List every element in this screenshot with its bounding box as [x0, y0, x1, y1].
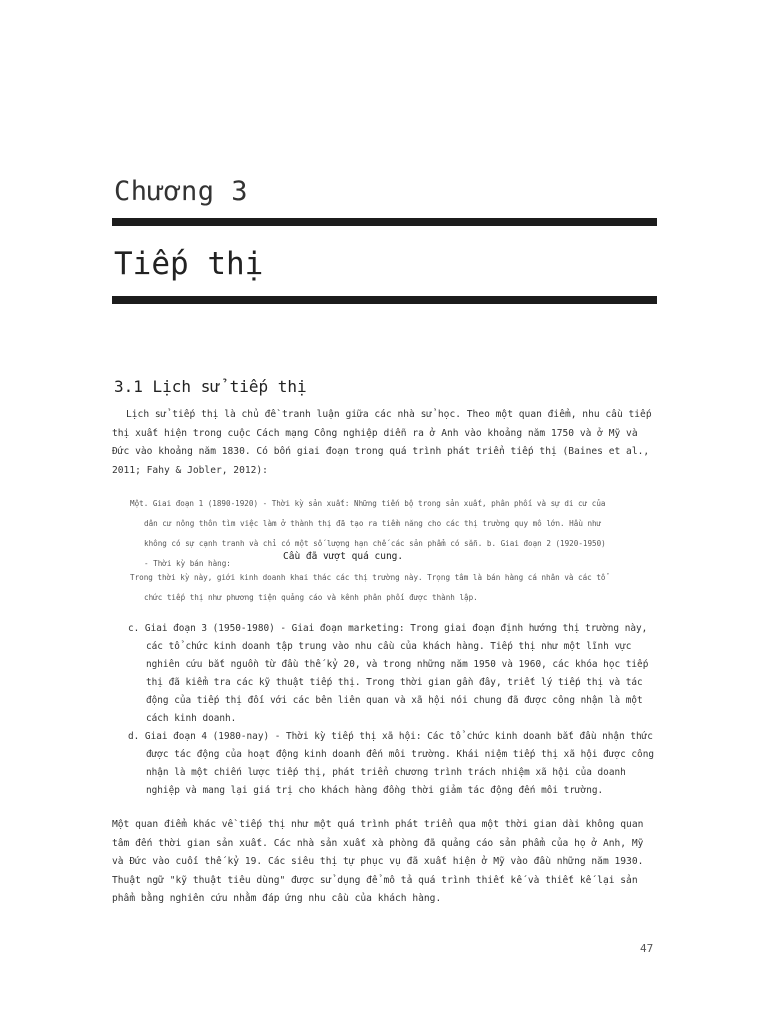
- stage-line: chức tiếp thị như phương tiện quảng cáo và kênh phân phối được thành lập.: [144, 593, 478, 602]
- stage-line: dân cư nông thôn tìm việc làm ở thành thị đã tạo ra tiềm năng cho các thị trường quy mô lớn. Hầu như: [144, 519, 602, 528]
- chapter-rule-top: [112, 218, 657, 226]
- list-item-text: c. Giai đoạn 3 (1950-1980) - Giai đoạn marketing: Trong giai đoạn định hướng thị trường này, các tổ chức kinh doanh tập trung vào nhu cầu của khách hàng. Tiếp thị như một lĩnh vực nghiên cứu bắt nguồn từ đầu thế kỷ 20, và trong những năm 1950 và 1960, các khóa học tiếp thị đã kiểm tra các kỹ thuật tiếp thị. Trong thời gian gần đây, triết lý tiếp thị và tác động của tiếp thị đối với các bên liên quan và xã hội nói chung đã được công nhận là một cách kinh doanh.: [128, 623, 649, 724]
- list-item-text: d. Giai đoạn 4 (1980-nay) - Thời kỳ tiếp thị xã hội: Các tổ chức kinh doanh bắt đầu nhận thức được tác động của hoạt động kinh doanh đến môi trường. Khái niệm tiếp thị xã hội được công nhận là một chiến lược tiếp thị, phát triển chương trình trách nhiệm xã hội của doanh nghiệp và mang lại giá trị cho khách hàng đồng thời giảm tác động đến môi trường.: [128, 731, 654, 796]
- stage-list: [128, 620, 658, 800]
- stage-callout: Cầu đã vượt quá cung.: [283, 551, 404, 562]
- intro-paragraph: Lịch sử tiếp thị là chủ đề tranh luận giữa các nhà sử học. Theo một quan điểm, nhu cầu tiếp thị xuất hiện trong cuộc Cách mạng Công nghiệp diễn ra ở Anh vào khoảng năm 1750 và ở Mỹ và Đức vào khoảng năm 1830. Có bốn giai đoạn trong quá trình phát triển tiếp thị (Baines et al., 2011; Fahy & Jobler, 2012):: [112, 409, 652, 476]
- stage-b-body: [130, 568, 650, 608]
- chapter-label: Chương 3: [114, 176, 249, 207]
- closing-paragraph: Một quan điểm khác về tiếp thị như một quá trình phát triển qua một thời gian dài không quan tâm đến thời gian sản xuất. Các nhà sản xuất xà phòng đã quảng cáo sản phẩm của họ ở Anh, Mỹ và Đức vào cuối thế kỷ 19. Các siêu thị tự phục vụ đã xuất hiện ở Mỹ vào đầu những năm 1930. Thuật ngữ "kỹ thuật tiêu dùng" được sử dụng để mô tả quá trình thiết kế và thiết kế lại sản phẩm bằng nghiên cứu nhằm đáp ứng nhu cầu của khách hàng.: [112, 819, 644, 904]
- chapter-title: Tiếp thị: [114, 246, 264, 282]
- stage-line: Trong thời kỳ này, giới kinh doanh khai thác các thị trường này. Trọng tâm là bán hàng cá nhân và các tổ: [130, 573, 606, 582]
- stage-line: không có sự cạnh tranh và chỉ có một số lượng hạn chế các sản phẩm có sẵn. b. Giai đoạn 2 (1920-1950): [144, 539, 606, 548]
- stages-block: [130, 494, 650, 574]
- stage-line: - Thời kỳ bán hàng:: [144, 559, 231, 568]
- section-heading: 3.1 Lịch sử tiếp thị: [114, 377, 307, 396]
- list-item: [128, 728, 658, 800]
- stage-line: Một. Giai đoạn 1 (1890-1920) - Thời kỳ sản xuất: Những tiến bộ trong sản xuất, phân phối và sự di cư của: [130, 499, 606, 508]
- page-number: 47: [640, 942, 654, 955]
- chapter-rule-bottom: [112, 296, 657, 304]
- list-item: [128, 620, 658, 728]
